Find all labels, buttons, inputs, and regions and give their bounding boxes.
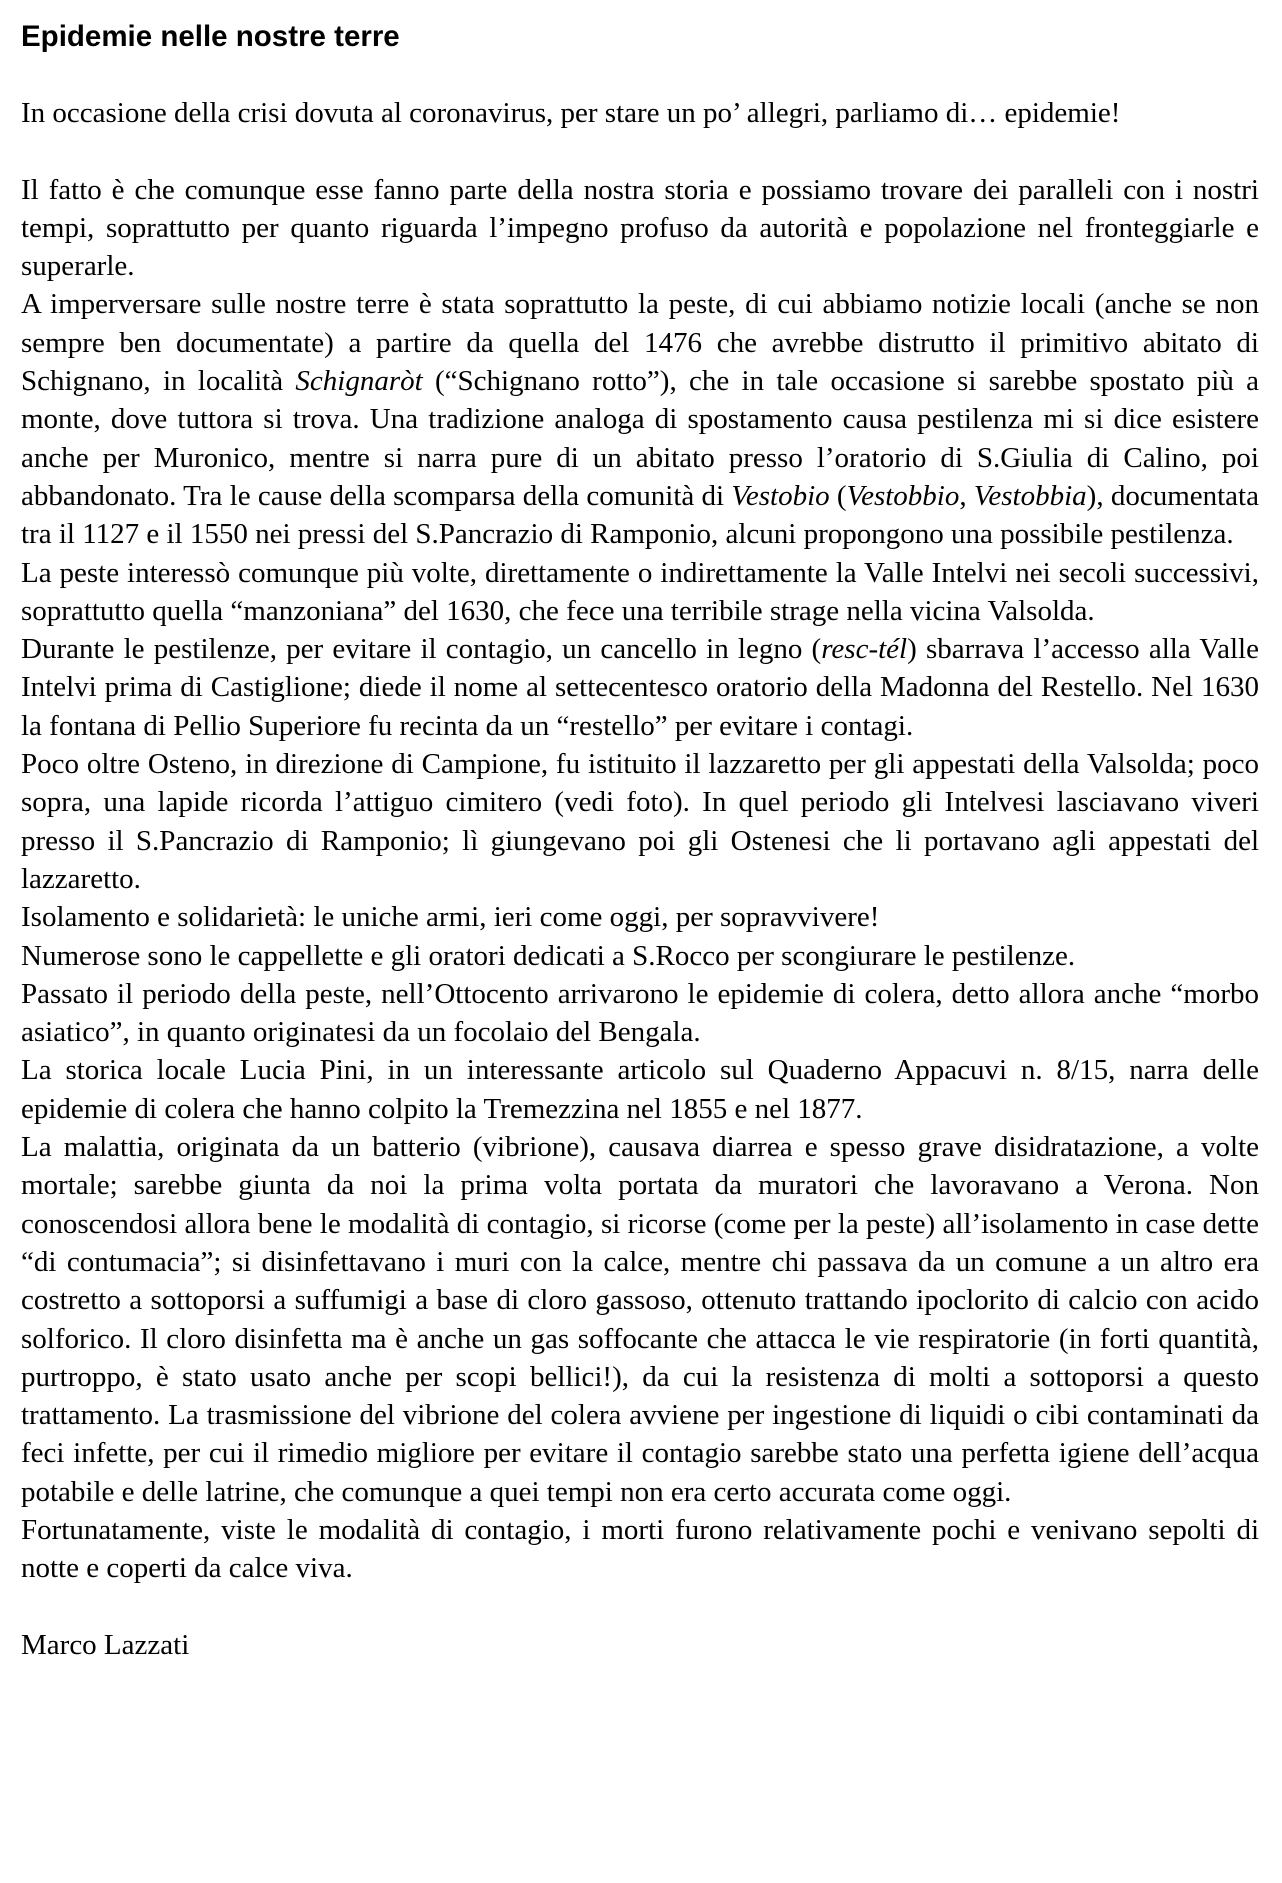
document-title: Epidemie nelle nostre terre — [21, 20, 400, 53]
place-name-vestobio: Vestobio — [731, 479, 830, 512]
place-name-schignarot: Schignaròt — [295, 365, 423, 398]
paragraph-2-text-e: ), documentata tra il 1127 e il 1550 nei pressi del S.Pancrazio di Ramponio, alcuni propongono una possibile pestilenza. — [21, 479, 1259, 551]
paragraph-10: La malattia, originata da un batterio (vibrione), causava diarrea e spesso grave disidratazione, a volte mortale; sarebbe giunta da noi la prima volta portata da muratori che lavoravano a Verona. Non conoscendosi allora bene le modalità di contagio, si ricorse (come per la peste) all’isolamento in case dette “di contumacia”; si disinfettavano i muri con la calce, mentre chi passava da un comune a un altro era costretto a sottoporsi a suffumigi a base di cloro gassoso, ottenuto trattando ipoclorito di calcio con acido solforico. Il cloro disinfetta ma è anche un gas soffocante che attacca le vie respiratorie (in forti quantità, purtroppo, è stato usato anche per scopi bellici!), da cui la resistenza di molti a sottoporsi a questo trattamento. La trasmissione del vibrione del colera avviene per ingestione di liquidi o cibi contaminati da feci infette, per cui il rimedio migliore per evitare il contagio sarebbe stato una perfetta igiene dell’acqua potabile e delle latrine, che comunque a quei tempi non era certo accurata come oggi. — [21, 1131, 1259, 1508]
document-page — [21, 18, 1259, 1664]
paragraph-2 — [21, 285, 1259, 553]
paragraph-gap — [21, 132, 1259, 170]
paragraph-2-text-c: ( — [829, 479, 847, 512]
paragraph-4-text-a: Durante le pestilenze, per evitare il contagio, un cancello in legno ( — [21, 633, 822, 666]
place-name-vestobbio: Vestobbio — [846, 479, 960, 512]
paragraph-4 — [21, 630, 1259, 745]
author-signature: Marco Lazzati — [21, 1628, 190, 1661]
dialect-term-resc-tel: resc-tél — [821, 633, 908, 666]
paragraph-2-text-b: (“Schignano rotto”), che in tale occasione si sarebbe spostato più a monte, dove tuttora si trova. Una tradizione analoga di spostamento causa pestilenza mi si dice esistere anche per Muronico, mentre si narra pure di un abitato presso l’oratorio di S.Giulia di Calino, poi abbandonato. Tra le cause della scomparsa della comunità di — [21, 365, 1259, 512]
paragraph-4-text-b: ) sbarrava l’accesso alla Valle Intelvi prima di Castiglione; diede il nome al settecentesco oratorio della Madonna del Restello. Nel 1630 la fontana di Pellio Superiore fu recinta da un “restello” per evitare i contagi. — [21, 633, 1259, 742]
intro-paragraph: In occasione della crisi dovuta al coronavirus, per stare un po’ allegri, parliamo di… epidemie! — [21, 97, 1121, 129]
paragraph-6: Isolamento e solidarietà: le uniche armi, ieri come oggi, per sopravvivere! — [21, 901, 880, 934]
paragraph-2-text-a: A imperversare sulle nostre terre è stata soprattutto la peste, di cui abbiamo notizie locali (anche se non sempre ben documentate) a partire da quella del 1476 che avrebbe distrutto il primitivo abitato di Schignano, in località — [21, 288, 1259, 398]
paragraph-gap — [21, 1588, 1259, 1626]
paragraph-7: Numerose sono le cappellette e gli oratori dedicati a S.Rocco per scongiurare le pestilenze. — [21, 939, 1076, 972]
paragraph-2-text-d: , — [959, 479, 974, 512]
paragraph-11: Fortunatamente, viste le modalità di contagio, i morti furono relativamente pochi e venivano sepolti di notte e coperti da calce viva. — [21, 1513, 1259, 1585]
place-name-vestobbia: Vestobbia — [973, 479, 1087, 512]
paragraph-9: La storica locale Lucia Pini, in un interessante articolo sul Quaderno Appacuvi n. 8/15, narra delle epidemie di colera che hanno colpito la Tremezzina nel 1855 e nel 1877. — [21, 1054, 1259, 1125]
paragraph-8: Passato il periodo della peste, nell’Ottocento arrivarono le epidemie di colera, detto allora anche “morbo asiatico”, in quanto originatesi da un focolaio del Bengala. — [21, 977, 1259, 1049]
paragraph-5: Poco oltre Osteno, in direzione di Campione, fu istituito il lazzaretto per gli appestati della Valsolda; poco sopra, una lapide ricorda l’attiguo cimitero (vedi foto). In quel periodo gli Intelvesi lasciavano viveri presso il S.Pancrazio di Ramponio; lì giungevano poi gli Ostenesi che li portavano agli appestati del lazzaretto. — [21, 748, 1259, 895]
paragraph-1: Il fatto è che comunque esse fanno parte della nostra storia e possiamo trovare dei paralleli con i nostri tempi, soprattutto per quanto riguarda l’impegno profuso da autorità e popolazione nel fronteggiarle e superarle. — [21, 173, 1259, 283]
paragraph-3: La peste interessò comunque più volte, direttamente o indirettamente la Valle Intelvi nei secoli successivi, soprattutto quella “manzoniana” del 1630, che fece una terribile strage nella vicina Valsolda. — [21, 556, 1259, 627]
